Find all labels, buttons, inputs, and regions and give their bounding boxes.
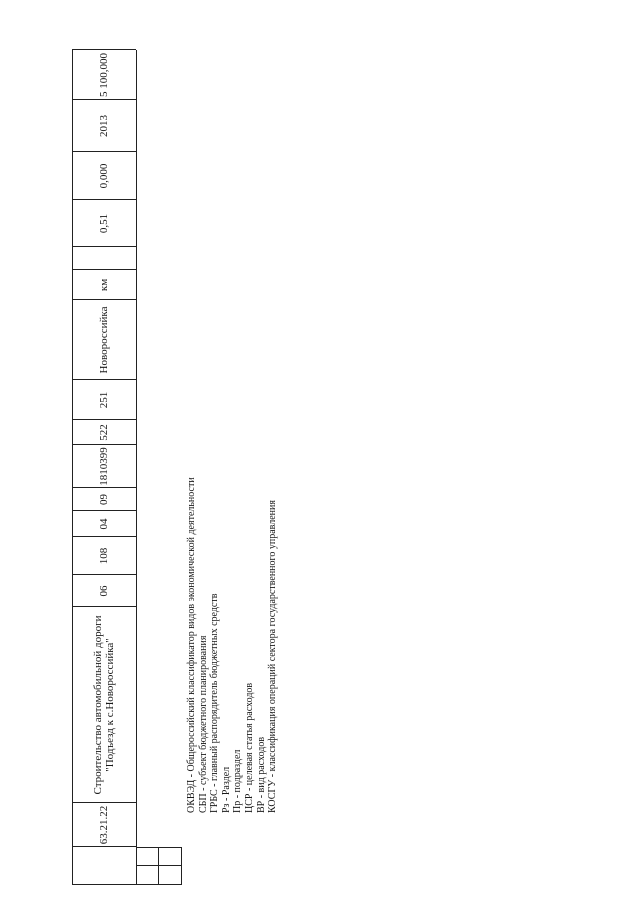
year-cell: 2013 [98,115,110,137]
legend-line: ВР - вид расходов [255,736,267,813]
object-name-cell [72,607,136,803]
sbp-cell: 06 [98,585,110,597]
legend-line: СБП - субъект бюджетного планирования [197,635,209,813]
legend-line: Пр - подраздел [232,749,244,813]
unit-cell: км [98,278,110,292]
legend-line: Рз - Раздел [220,766,232,813]
grbs-cell: 108 [98,547,110,565]
capacity-cell: 0,51 [98,213,110,234]
csr-cell: 1810399 [98,447,110,486]
amount-cell: 5 100,000 [98,53,110,97]
legend-line: ГРБС - главный распорядитель бюджетных средств [209,593,221,813]
legend-line: ЦСР - целевая статья расходов [243,682,255,813]
rz-cell: 04 [98,518,110,530]
object-name-line1: Строительство автомобильной дороги [92,615,104,795]
table-bottom-border [136,50,137,885]
col-sep [72,884,136,885]
empty-cell [72,247,136,270]
legend-line: ОКВЭД - Общероссийский классификатор видов экономической деятельности [186,477,197,813]
object-name-line2: "Подъезд к с.Новороссийка" [104,638,116,772]
kosgu-cell: 251 [98,391,110,409]
okved-cell: 63.21.22 [98,805,110,845]
vr-cell: 522 [98,424,110,441]
subgrid-cell [136,847,159,885]
legend-line: КОСГУ - классификация операций сектора государственного управления [267,500,279,813]
locality-cell: Новороссийка [98,306,110,374]
abbreviation-legend [186,473,279,813]
budget-table [72,50,136,885]
pr-cell: 09 [98,494,110,505]
value-cell: 0,000 [98,163,110,189]
